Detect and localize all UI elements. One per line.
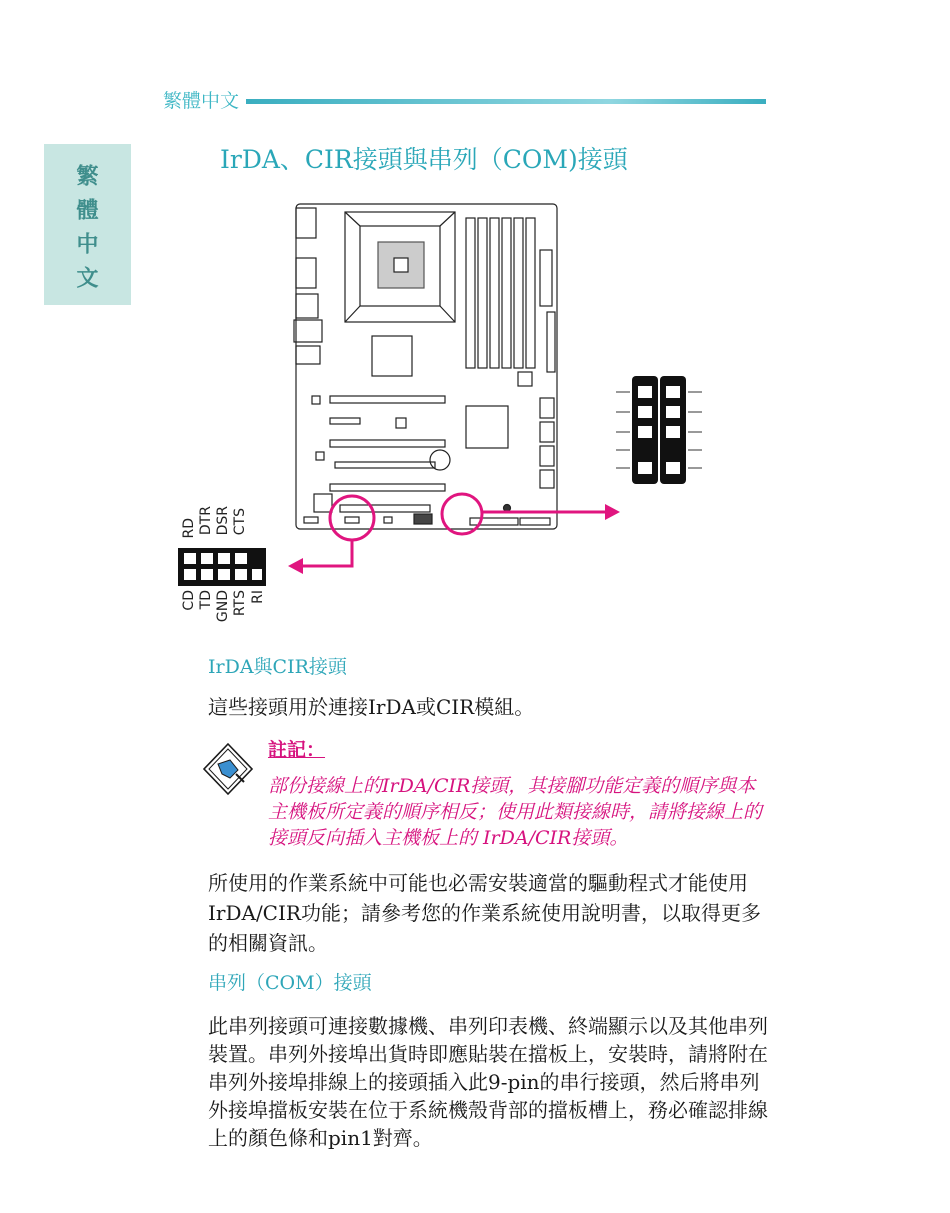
irda-pin-label: RTS [232, 590, 248, 617]
irda-pin-label: TD [198, 590, 214, 610]
section-title: IrDA、CIR接頭與串列（COM)接頭 [220, 145, 628, 174]
header-language-label: 繁體中文 [163, 90, 240, 112]
motherboard-outline [294, 204, 557, 529]
irda-pin-label: CD [181, 590, 197, 611]
com-heading: 串列（COM）接頭 [208, 972, 372, 994]
irda-pin-label: CTS [232, 508, 248, 536]
side-tab-label: 繁體中文 [73, 164, 99, 300]
irda-header-zoom [178, 548, 266, 586]
irda-description: 這些接頭用於連接IrDA或CIR模組。 [208, 695, 535, 719]
irda-pin-label: GND [215, 590, 231, 623]
note-title: 註記： [268, 739, 326, 761]
note-icon [200, 740, 256, 798]
irda-pin-label: RD [181, 518, 197, 539]
com-header-zoom [616, 376, 702, 484]
note-text: 部份接線上的IrDA/CIR接頭，其接腳功能定義的順序與本主機板所定義的順序相反；使用此類接線時，請將接線上的接頭反向插入主機板上的 IrDA/CIR接頭。 [268, 775, 763, 849]
irda-pin-label: DSR [215, 506, 231, 536]
irda-arrow [302, 540, 352, 566]
irda-pin-label: RI [250, 590, 266, 604]
com-paragraph: 此串列接頭可連接數據機、串列印表機、終端顯示以及其他串列裝置。串列外接埠出貨時即應貼裝在擋板上，安裝時，請將附在串列外接埠排線上的接頭插入此9-pin的串行接頭，然后將串列外接埠擋板安裝在位于系統機殼背部的擋板槽上，務必確認排線上的顏色條和pin1對齊。 [208, 1014, 768, 1150]
irda-heading: IrDA與CIR接頭 [208, 656, 347, 678]
irda-pin-label: DTR [198, 506, 214, 536]
driver-paragraph: 所使用的作業系統中可能也必需安裝適當的驅動程式才能使用IrDA/CIR功能；請參考您的作業系統使用說明書，以取得更多的相關資訊。 [208, 871, 761, 955]
